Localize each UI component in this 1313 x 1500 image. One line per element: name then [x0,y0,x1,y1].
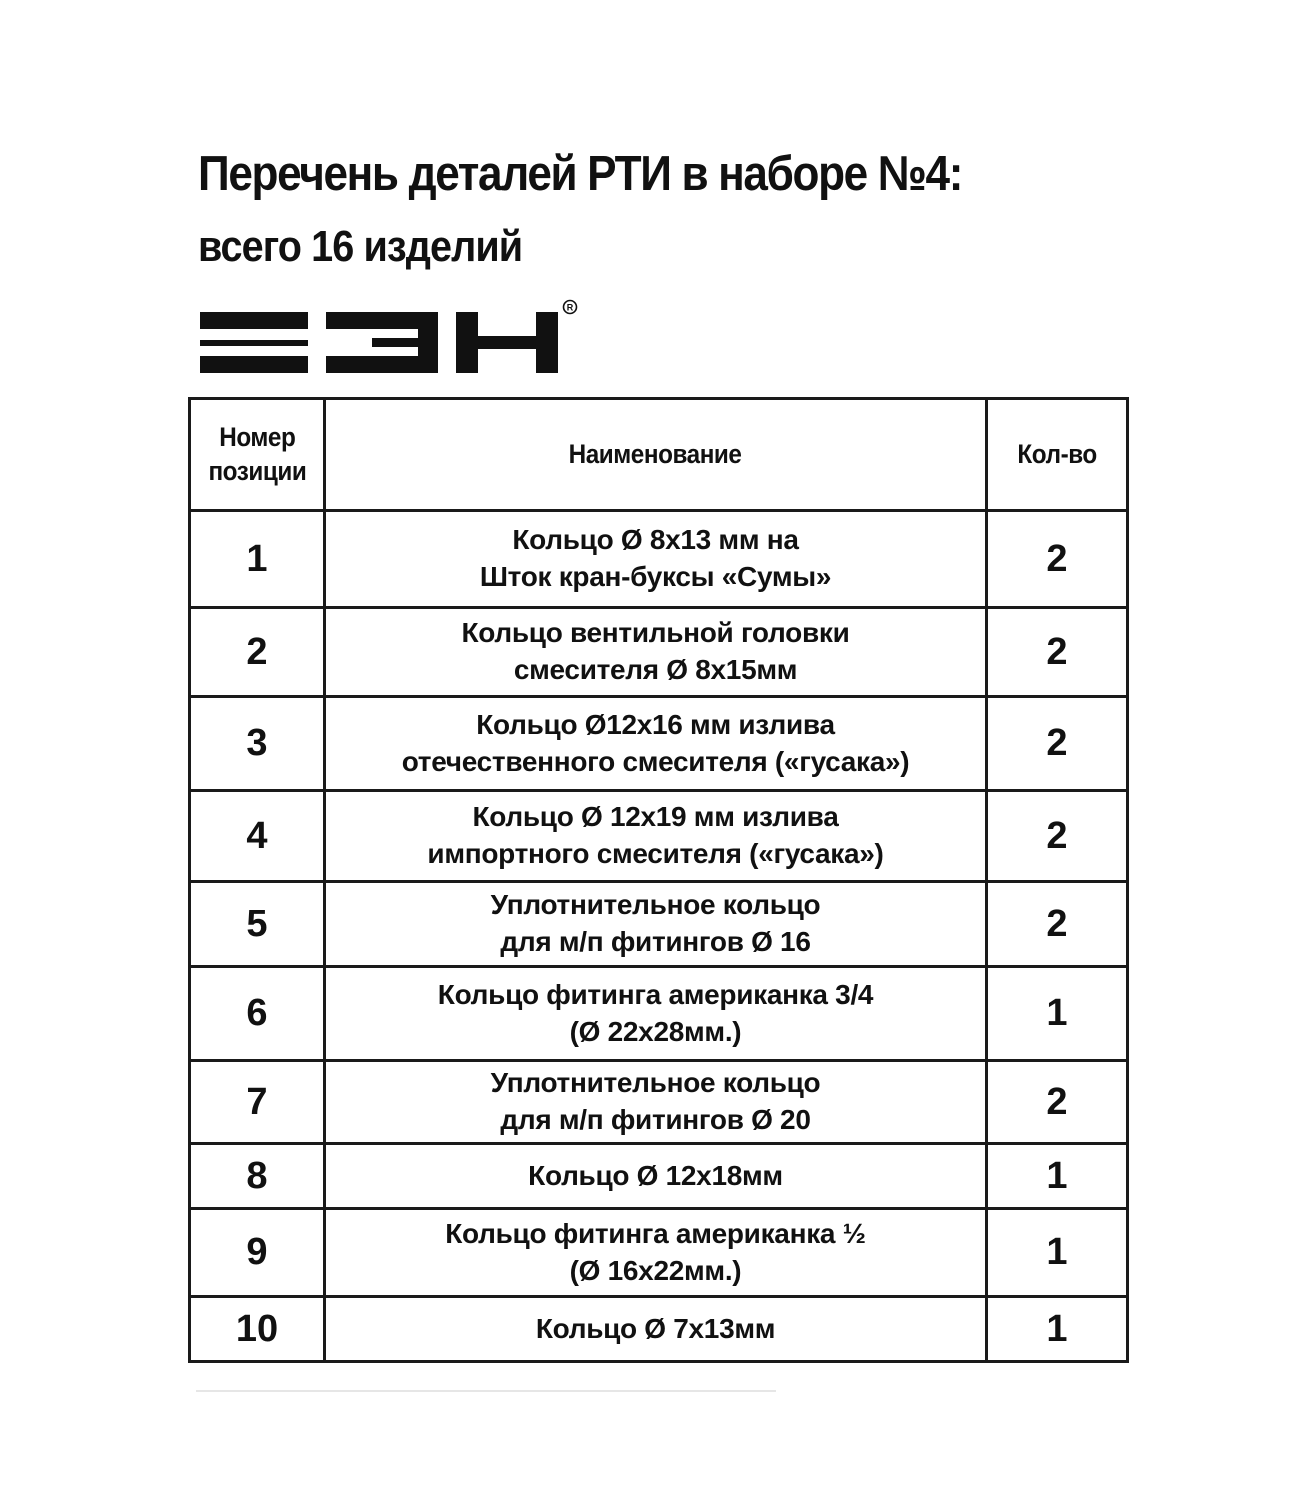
item-name [325,882,987,967]
zox-logo [200,298,582,376]
item-name-line1: Кольцо вентильной головки [461,617,850,649]
header-position-line1: Номер [218,421,296,452]
item-name-line2: (Ø 16x22мм.) [569,1254,742,1286]
item-quantity: 2 [987,511,1128,608]
position-number: 2 [190,608,325,697]
table-header-row [190,399,1128,511]
header-quantity [987,399,1128,511]
item-name-line2: смесителя Ø 8x15мм [513,654,798,685]
item-name-line1: Уплотнительное кольцо [490,889,821,921]
item-name-line2: для м/п фитингов Ø 16 [500,926,811,957]
position-number: 4 [190,791,325,882]
item-quantity: 1 [987,1144,1128,1209]
table-row [190,511,1128,608]
table-row [190,882,1128,967]
table-row [190,967,1128,1061]
header-position [190,399,325,511]
item-quantity: 2 [987,608,1128,697]
table-row [190,1144,1128,1209]
position-number: 8 [190,1144,325,1209]
item-name-line1: Кольцо фитинга американка ½ [445,1217,866,1249]
position-number: 3 [190,697,325,791]
table-row [190,1061,1128,1144]
table-row [190,1297,1128,1362]
item-name-line2: (Ø 22x28мм.) [569,1015,742,1047]
item-name [325,1297,987,1362]
position-number: 6 [190,967,325,1061]
position-number: 1 [190,511,325,608]
divider [196,1390,776,1392]
table-row [190,791,1128,882]
table-row [190,608,1128,697]
position-number: 5 [190,882,325,967]
document-subtitle: всего 16 изделий [198,222,523,271]
item-name-line2: отечественного смесителя («гусака») [401,745,910,777]
item-quantity: 1 [987,967,1128,1061]
item-name-line1: Кольцо Ø 8x13 мм на [512,524,799,556]
item-quantity: 1 [987,1297,1128,1362]
item-name-line2: Шток кран-буксы «Сумы» [479,561,832,592]
document-title: Перечень деталей РТИ в наборе №4: [198,147,963,201]
item-name [325,791,987,882]
item-name [325,1061,987,1144]
item-name [325,1144,987,1209]
table-row [190,1209,1128,1297]
item-name-line2: для м/п фитингов Ø 20 [500,1104,811,1135]
item-name [325,697,987,791]
item-name [325,967,987,1061]
svg-text:R: R [566,302,574,313]
item-name-line1: Уплотнительное кольцо [490,1067,821,1099]
item-quantity: 2 [987,791,1128,882]
item-name [325,608,987,697]
header-position-line2: позиции [208,455,306,486]
zox-logo-mark [200,298,582,376]
item-quantity: 2 [987,1061,1128,1144]
item-quantity: 2 [987,697,1128,791]
item-name-line1: Кольцо Ø 7x13мм [535,1312,776,1344]
item-name [325,1209,987,1297]
item-name-line1: Кольцо Ø 12x18мм [528,1159,783,1191]
item-quantity: 1 [987,1209,1128,1297]
item-name-line2: импортного смесителя («гусака») [427,838,884,869]
item-name-line1: Кольцо фитинга американка 3/4 [437,978,874,1010]
item-quantity: 2 [987,882,1128,967]
header-quantity-label: Кол-во [1017,438,1097,469]
item-name [325,511,987,608]
item-name-line1: Кольцо Ø 12x19 мм излива [472,801,839,833]
position-number: 7 [190,1061,325,1144]
header-name-label: Наименование [569,438,742,469]
parts-table [188,397,1129,1363]
item-name-line1: Кольцо Ø12x16 мм излива [476,708,835,740]
table-row [190,697,1128,791]
position-number: 10 [190,1297,325,1362]
header-name [325,399,987,511]
position-number: 9 [190,1209,325,1297]
